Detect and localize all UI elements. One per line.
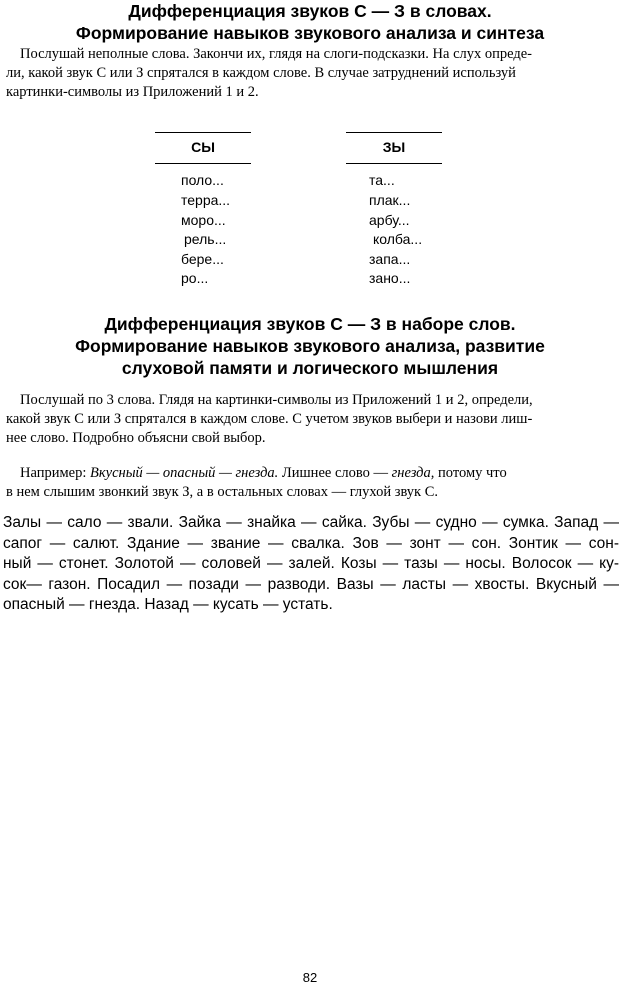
instruction-line: картинки-символы из Приложений 1 и 2. <box>6 84 259 100</box>
column-top-rule <box>155 132 251 133</box>
word-sets <box>3 513 619 616</box>
page-number: 82 <box>302 970 318 985</box>
instruction-line: Послушай неполные слова. Закончи их, глядя на слоги-подсказки. На слух опреде- <box>20 46 533 62</box>
instruction-line: Послушай по 3 слова. Глядя на картинки-символы из Приложений 1 и 2, определи, <box>20 392 533 408</box>
partial-word: колба... <box>373 231 423 247</box>
partial-word: поло... <box>181 172 224 188</box>
partial-word: ро... <box>181 270 209 286</box>
partial-word: та... <box>369 172 395 188</box>
word-set-line: сапог — салют. Здание — звание — свалка. Зов — зонт — сон. Зонтик — сон- <box>3 534 619 552</box>
instruction-line: ли, какой звук С или З спрятался в каждом слове. В случае затруднений используй <box>6 65 516 81</box>
section1-title-line2: Формирование навыков звукового анализа и синтеза <box>75 23 545 43</box>
partial-word: моро... <box>181 212 226 228</box>
partial-word: терра... <box>181 192 231 208</box>
partial-word: бере... <box>181 251 224 267</box>
section1-instruction <box>6 45 612 102</box>
partial-word: зано... <box>369 270 411 286</box>
section2-title-line3: слуховой памяти и логического мышления <box>121 358 499 378</box>
example-line: в нем слышим звонкий звук З, а в остальных словах — глухой звук С. <box>6 484 439 500</box>
column-header-rule <box>346 163 442 164</box>
instruction-line: какой звук С или З спрятался в каждом слове. С учетом звуков выбери и назови лиш- <box>6 411 533 427</box>
column-header-zy: ЗЫ <box>382 139 406 155</box>
section2-instruction <box>6 391 612 448</box>
partial-word: плак... <box>369 192 411 208</box>
example-middle: Лишнее слово — <box>278 465 392 481</box>
example-paragraph <box>6 464 612 502</box>
column-header-rule <box>155 163 251 164</box>
word-set-line: Залы — сало — звали. Зайка — знайка — сайка. Зубы — судно — сумка. Запад — <box>3 514 619 531</box>
word-set-line: ный — стонет. Золотой — соловей — залей. Козы — тазы — носы. Волосок — ку- <box>3 555 619 572</box>
column-header-sy: СЫ <box>191 139 215 155</box>
example-odd-word: гнезда, <box>391 465 435 481</box>
section2-title-line1: Дифференциация звуков С — З в наборе слов. <box>104 314 516 334</box>
section1-title-line1: Дифференциация звуков С — З в словах. <box>128 1 492 21</box>
column-top-rule <box>346 132 442 133</box>
example-line <box>6 464 612 483</box>
section2-title-line2: Формирование навыков звукового анализа, развитие <box>75 336 545 356</box>
instruction-line: нее слово. Подробно объясни свой выбор. <box>6 430 266 446</box>
partial-word: арбу... <box>369 212 410 228</box>
word-set-line: опасный — гнезда. Назад — кусать — устать. <box>3 596 333 613</box>
partial-word: рель... <box>184 231 227 247</box>
example-words: Вкусный — опасный — гнезда. <box>90 465 279 481</box>
partial-word: запа... <box>369 251 411 267</box>
word-set-line: сок— газон. Посадил — позади — разводи. Вазы — ласты — хвосты. Вкусный — <box>3 575 619 593</box>
example-suffix: потому что <box>434 465 507 481</box>
example-prefix: Например: <box>20 465 91 481</box>
